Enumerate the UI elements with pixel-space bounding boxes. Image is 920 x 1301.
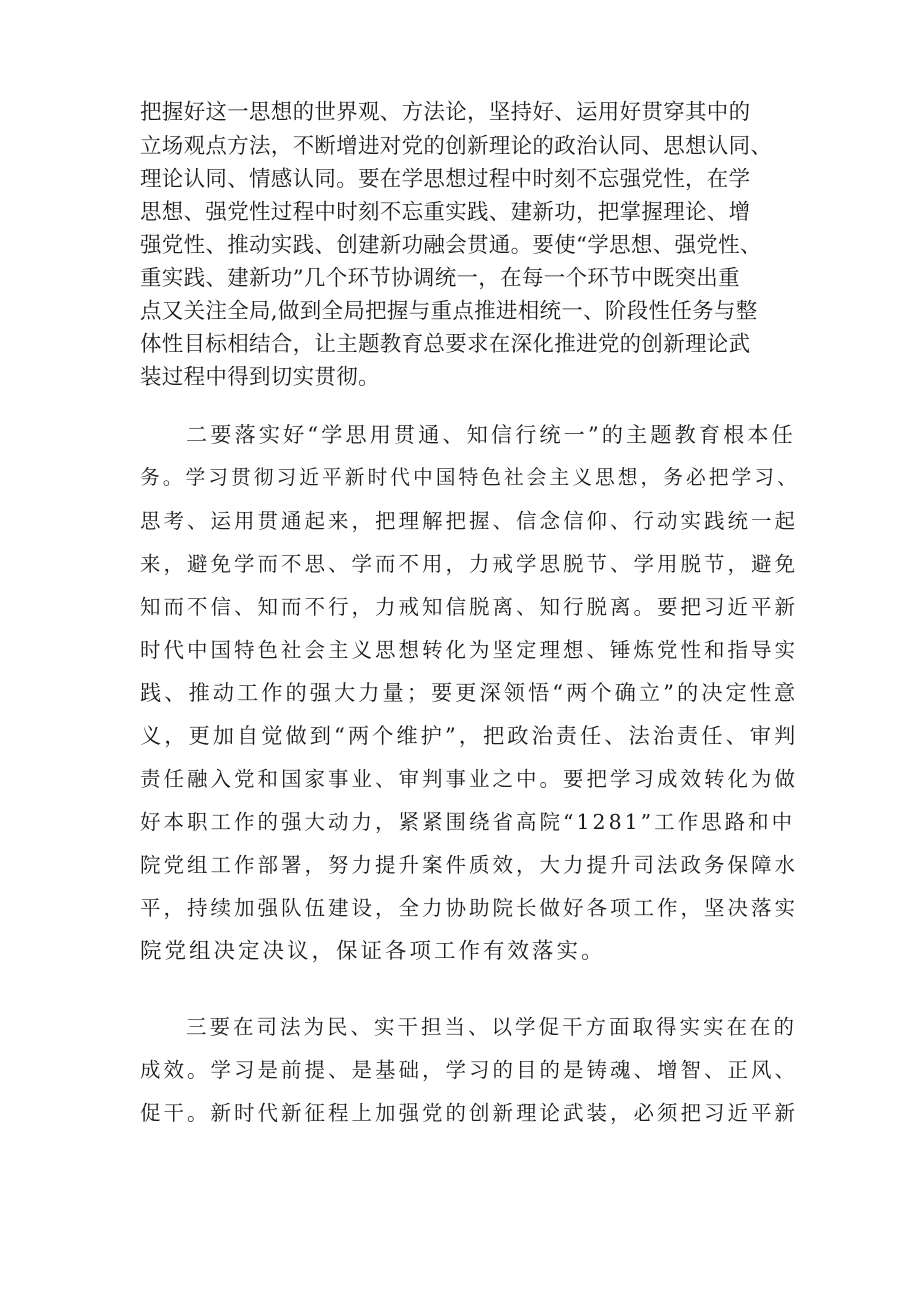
text-line: 促干。新时代新征程上加强党的创新理论武装，必须把习近平新 xyxy=(140,1101,798,1125)
text-line: 义，更加自觉做到“两个维护”，把政治责任、法治责任、审判 xyxy=(140,724,799,749)
text-line: 来，避免学而不思、学而不用，力戒学思脱节、学用脱节，避免 xyxy=(140,552,798,576)
text-line: 三要在司法为民、实干担当、以学促干方面取得实实在在的 xyxy=(186,1015,797,1039)
text-line: 理论认同、情感认同。要在学思想过程中时刻不忘强党性，在学 xyxy=(140,167,751,192)
text-line: 院党组决定决议，保证各项工作有效落实。 xyxy=(140,939,606,964)
text-line: 知而不信、知而不行，力戒知信脱离、知行脱离。要把习近平新 xyxy=(140,595,798,619)
text-line: 务。学习贯彻习近平新时代中国特色社会主义思想，务必把学习、 xyxy=(140,466,800,489)
text-line: 思考、运用贯通起来，把理解把握、信念信仰、行动实践统一起 xyxy=(140,509,798,533)
text-line: 责任融入党和国家事业、审判事业之中。要把学习成效转化为做 xyxy=(140,767,798,791)
text-line: 立场观点方法，不断增进对党的创新理论的政治认同、思想认同、 xyxy=(140,134,773,159)
text-line: 平，持续加强队伍建设，全力协助院长做好各项工作，坚决落实 xyxy=(140,896,798,920)
text-line: 重实践、建新功”几个环节协调统一，在每一个环节中既突出重 xyxy=(140,266,740,291)
text-line: 二要落实好“学思用贯通、知信行统一”的主题教育根本任 xyxy=(186,423,796,448)
text-line: 院党组工作部署，努力提升案件质效，大力提升司法政务保障水 xyxy=(140,853,798,877)
text-line: 成效。学习是前提、是基础，学习的目的是铸魂、增智、正风、 xyxy=(140,1058,798,1082)
text-line: 点又关注全局,做到全局把握与重点推进相统一、阶段性任务与整 xyxy=(140,299,758,324)
text-line: 强党性、推动实践、创建新功融会贯通。要使“学思想、强党性、 xyxy=(140,233,762,258)
text-line: 把握好这一思想的世界观、方法论，坚持好、运用好贯穿其中的 xyxy=(140,100,751,125)
text-line: 践、推动工作的强大力量；要更深领悟“两个确立”的决定性意 xyxy=(140,681,799,706)
text-line: 思想、强党性过程中时刻不忘重实践、建新功，把掌握理论、增 xyxy=(140,200,751,225)
text-line: 好本职工作的强大动力，紧紧围绕省高院“1281”工作思路和中 xyxy=(140,810,796,834)
text-line: 体性目标相结合，让主题教育总要求在深化推进党的创新理论武 xyxy=(140,332,751,357)
text-line: 时代中国特色社会主义思想转化为坚定理想、锤炼党性和指导实 xyxy=(140,638,798,662)
text-line: 装过程中得到切实贯彻。 xyxy=(140,365,380,390)
